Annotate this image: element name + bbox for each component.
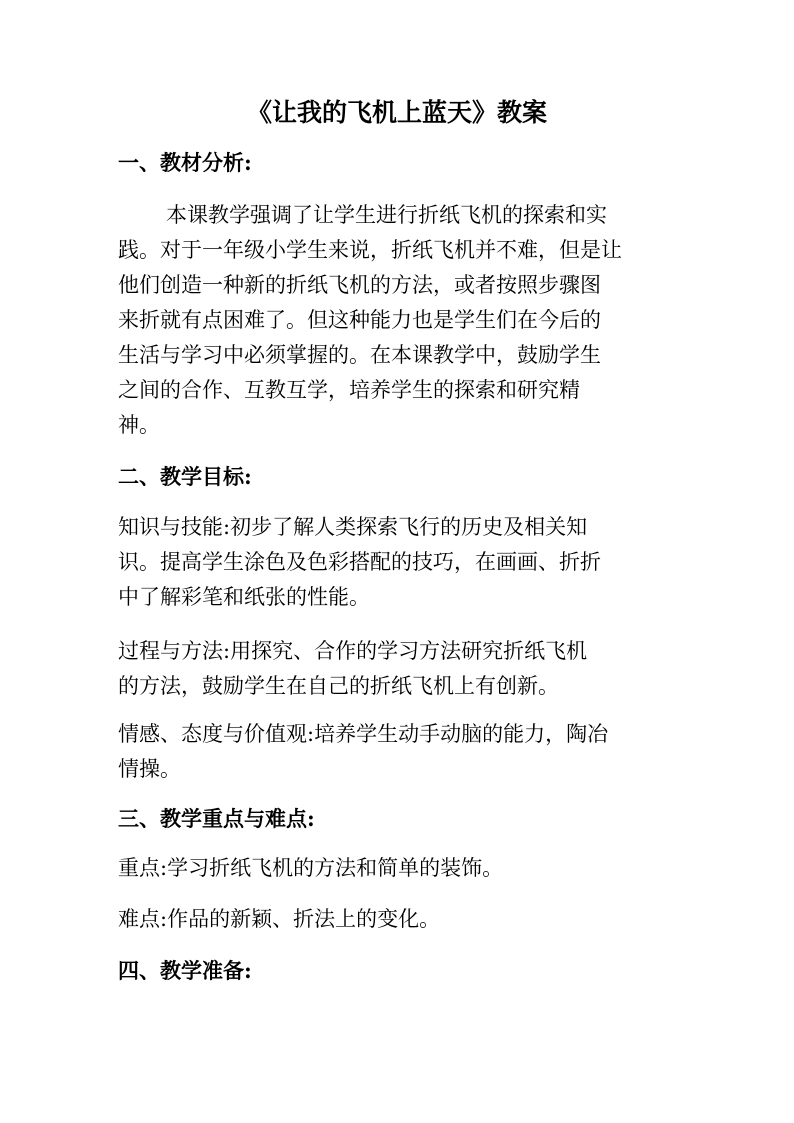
section-heading-goals: 二、教学目标:: [118, 464, 252, 489]
section-heading-key-difficulty: 三、教学重点与难点:: [118, 806, 315, 831]
key-point-text: 重点:学习折纸飞机的方法和简单的装饰。: [118, 856, 504, 880]
section-heading-analysis: 一、教材分析:: [118, 150, 252, 175]
goal-process-method: [118, 634, 678, 704]
paragraph-line: 之间的合作、互教互学，培养学生的探索和研究精: [118, 378, 580, 402]
paragraph-line: 情操。: [118, 757, 181, 781]
paragraph-line: 神。: [118, 413, 160, 437]
analysis-paragraph: [118, 198, 678, 443]
section-heading-preparation: 四、教学准备:: [118, 958, 252, 983]
paragraph-line: 的方法，鼓励学生在自己的折纸飞机上有创新。: [118, 674, 559, 698]
paragraph-line: 情感、态度与价值观:培养学生动手动脑的能力，陶冶: [118, 722, 609, 746]
paragraph-line: 识。提高学生涂色及色彩搭配的技巧，在画画、折折: [118, 550, 601, 574]
goal-knowledge-skills: [118, 510, 678, 615]
paragraph-line: 知识与技能:初步了解人类探索飞行的历史及相关知: [118, 515, 588, 539]
paragraph-line: 他们创造一种新的折纸飞机的方法，或者按照步骤图: [118, 273, 601, 297]
goal-emotion-attitude: [118, 717, 678, 787]
document-title: 《让我的飞机上蓝天》教案: [246, 98, 547, 127]
paragraph-line: 中了解彩笔和纸张的性能。: [118, 585, 370, 609]
paragraph-line: 本课教学强调了让学生进行折纸飞机的探索和实: [166, 203, 607, 227]
paragraph-line: 践。对于一年级小学生来说，折纸飞机并不难，但是让: [118, 238, 622, 262]
paragraph-line: 来折就有点困难了。但这种能力也是学生们在今后的: [118, 308, 601, 332]
paragraph-line: 过程与方法:用探究、合作的学习方法研究折纸飞机: [118, 639, 588, 663]
paragraph-line: 生活与学习中必须掌握的。在本课教学中，鼓励学生: [118, 343, 601, 367]
difficulty-text: 难点:作品的新颖、折法上的变化。: [118, 907, 441, 931]
